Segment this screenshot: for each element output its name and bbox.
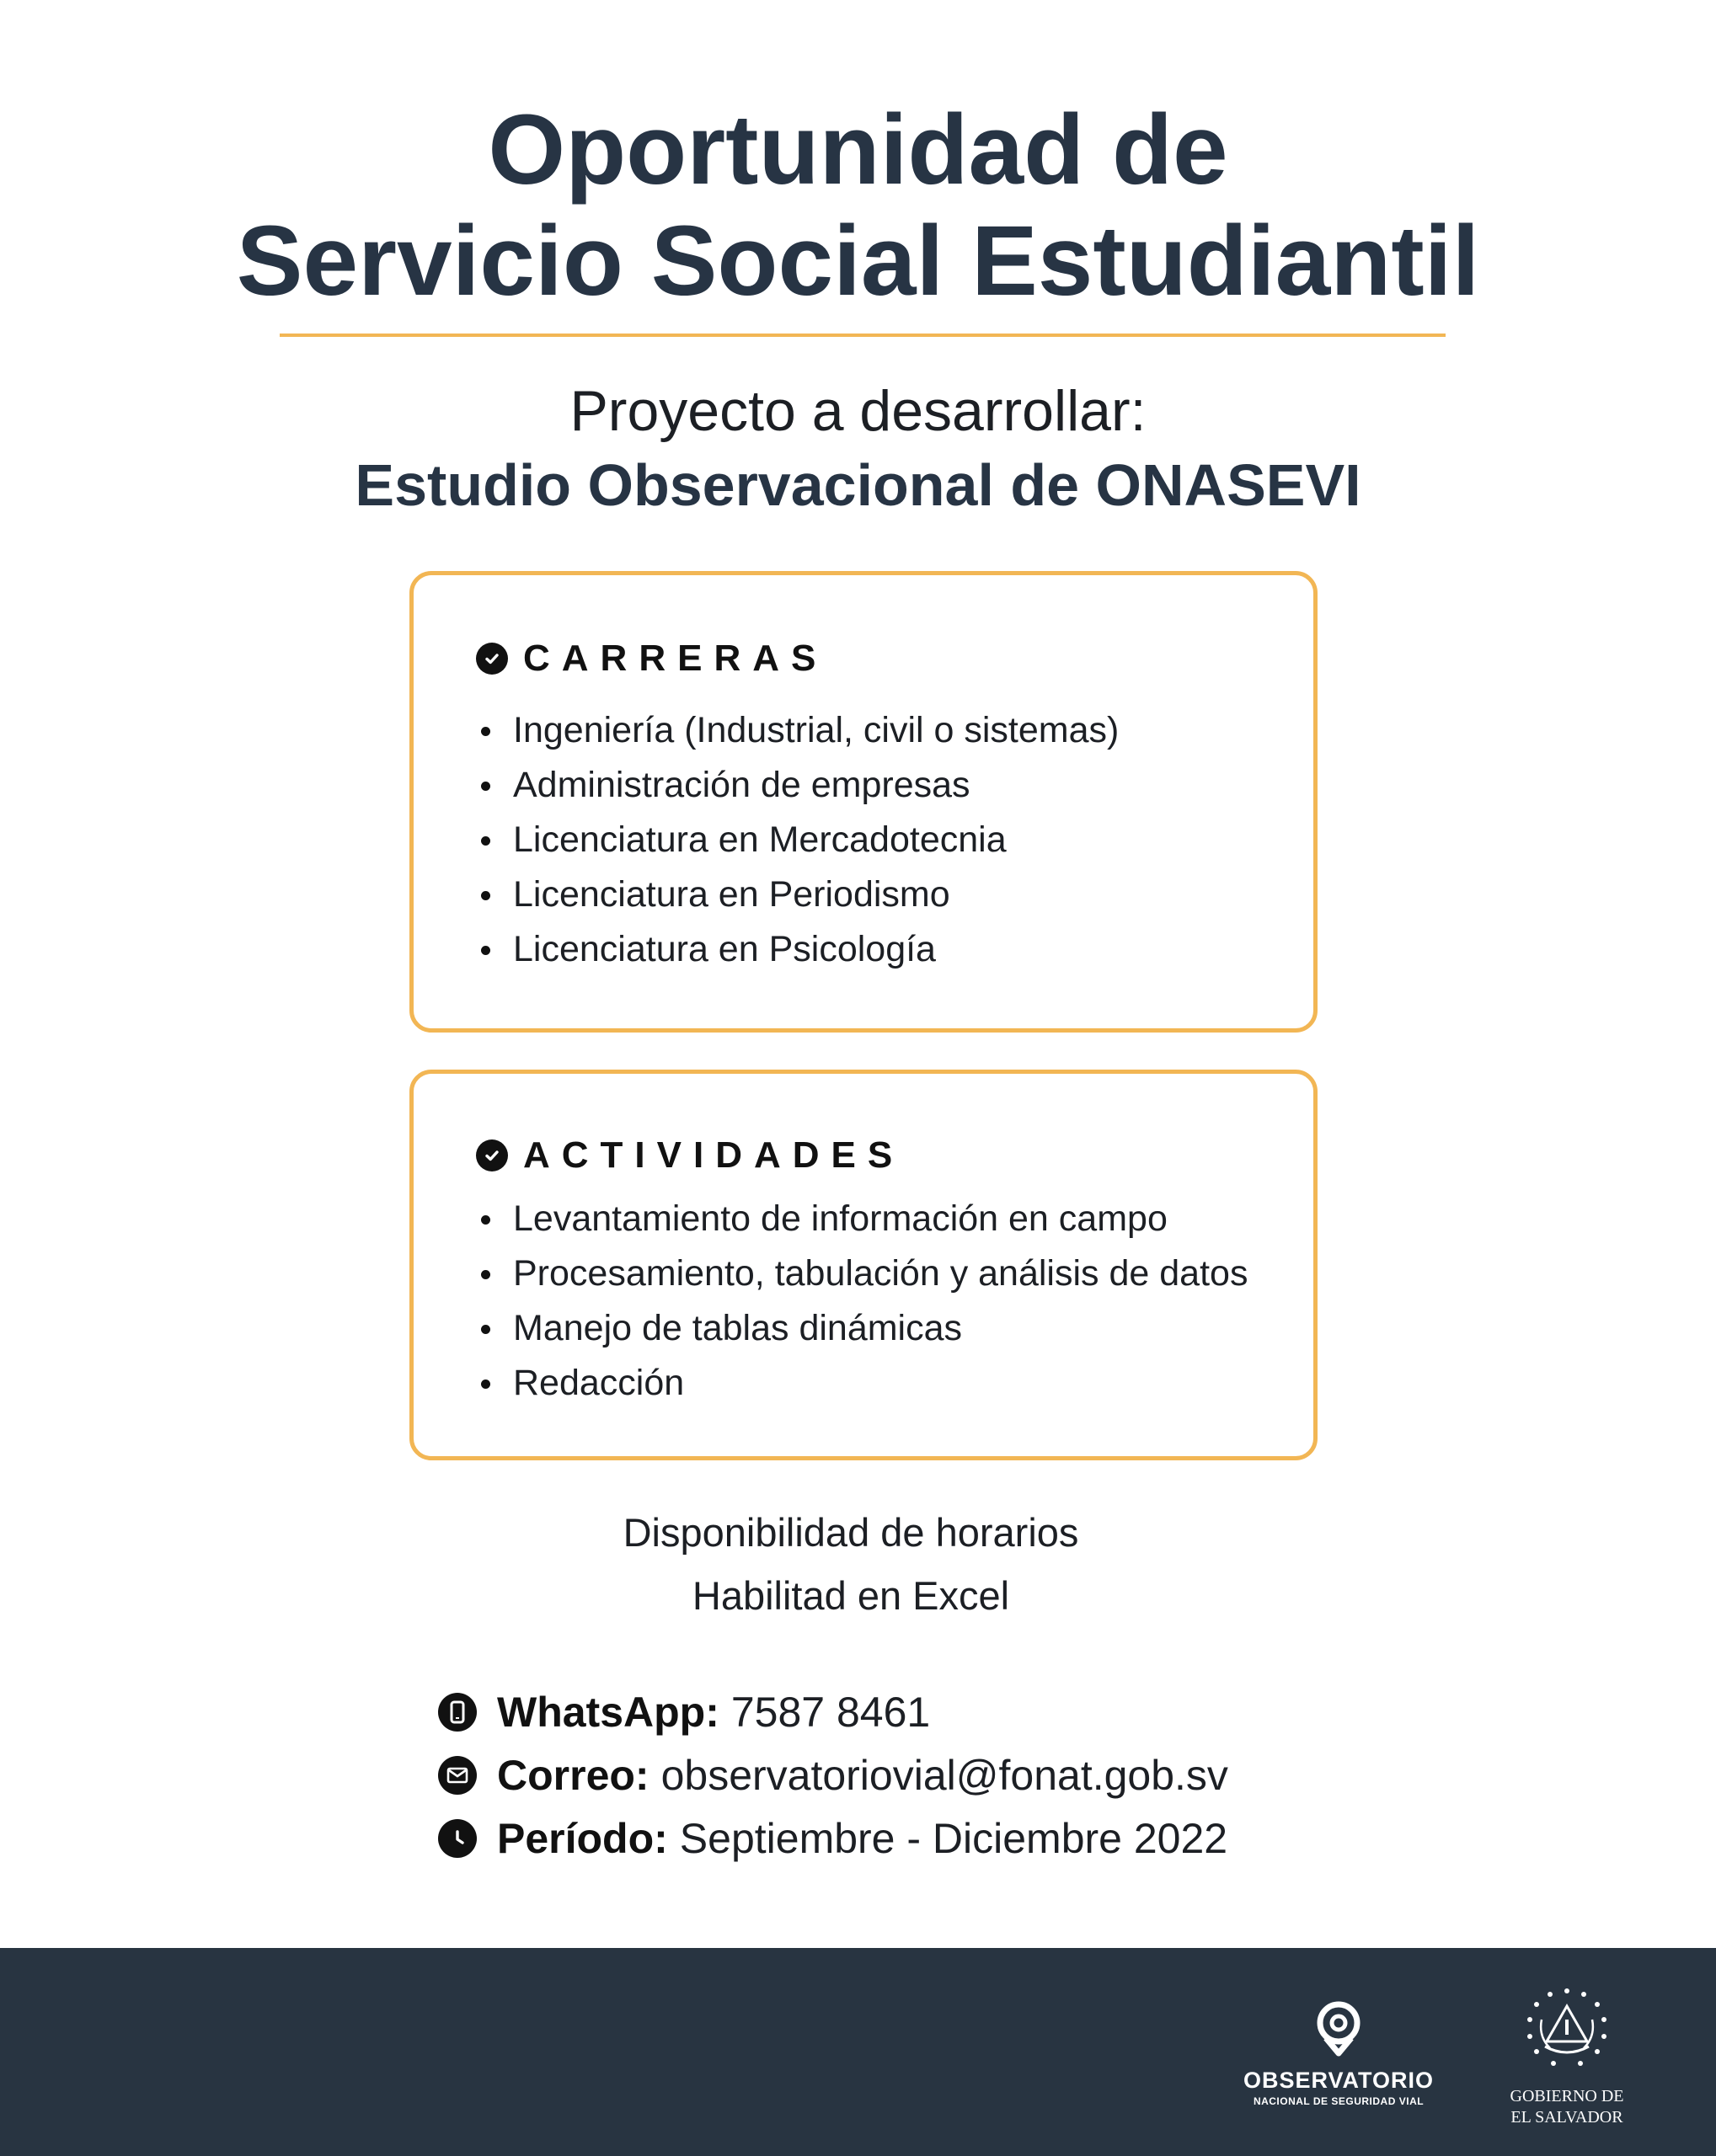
title-line-1: Oportunidad de (488, 94, 1228, 205)
title-line-2: Servicio Social Estudiantil (236, 205, 1480, 317)
activities-heading-text: ACTIVIDADES (523, 1134, 905, 1176)
contact-whatsapp (438, 1688, 930, 1737)
careers-list (476, 703, 1119, 977)
bullet-icon (481, 946, 490, 955)
bullet-icon (481, 1215, 490, 1225)
bullet-icon (481, 836, 490, 846)
bullet-icon (481, 891, 490, 900)
activities-card (409, 1070, 1318, 1460)
email-label: Correo: (497, 1752, 650, 1799)
activities-list (476, 1192, 1248, 1411)
careers-heading-text: CARRERAS (523, 638, 828, 679)
bullet-icon (481, 1380, 490, 1389)
observatorio-subtitle: NACIONAL DE SEGURIDAD VIAL (1253, 2095, 1425, 2107)
project-name: Estudio Observacional de ONASEVI (355, 452, 1361, 518)
period-value: Septiembre - Diciembre 2022 (679, 1815, 1228, 1862)
list-item: Levantamiento de información en campo (476, 1192, 1248, 1246)
page-title (0, 94, 1716, 317)
requirement-excel: Habilitad en Excel (692, 1573, 1010, 1618)
list-item: Licenciatura en Mercadotecnia (476, 813, 1119, 867)
phone-icon (438, 1693, 477, 1732)
contact-period (438, 1814, 1227, 1863)
careers-heading (476, 638, 827, 680)
requirement-schedule: Disponibilidad de horarios (623, 1510, 1079, 1555)
period-label: Período: (497, 1815, 668, 1862)
coat-of-arms-icon (1516, 1986, 1617, 2080)
list-item: Procesamiento, tabulación y análisis de datos (476, 1246, 1248, 1301)
gobierno-line-1: GOBIERNO DE (1510, 2087, 1624, 2105)
contact-email (438, 1751, 1228, 1800)
bullet-icon (481, 782, 490, 791)
gobierno-logo (1501, 1986, 1633, 2127)
email-address[interactable]: observatoriovial@fonat.gob.sv (660, 1752, 1228, 1799)
clock-icon (438, 1819, 477, 1858)
whatsapp-number[interactable]: 7587 8461 (730, 1689, 931, 1736)
mail-icon (438, 1756, 477, 1795)
list-item: Manejo de tablas dinámicas (476, 1301, 1248, 1356)
list-item: Ingeniería (Industrial, civil o sistemas) (476, 703, 1119, 758)
check-circle-icon (476, 1139, 508, 1171)
bullet-icon (481, 727, 490, 736)
whatsapp-label: WhatsApp: (497, 1689, 719, 1736)
footer-bar (0, 1948, 1716, 2156)
list-item: Administración de empresas (476, 758, 1119, 813)
check-circle-icon (476, 643, 508, 675)
title-divider (280, 334, 1446, 337)
observatorio-logo (1237, 1998, 1441, 2107)
careers-card (409, 571, 1318, 1033)
gobierno-line-2: EL SALVADOR (1510, 2108, 1623, 2127)
list-item: Redacción (476, 1356, 1248, 1411)
observatorio-name: OBSERVATORIO (1243, 2068, 1435, 2093)
bullet-icon (481, 1270, 490, 1279)
bullet-icon (481, 1325, 490, 1334)
activities-heading (476, 1134, 904, 1177)
list-item: Licenciatura en Periodismo (476, 867, 1119, 922)
list-item: Licenciatura en Psicología (476, 922, 1119, 977)
location-pin-icon (1309, 1998, 1368, 2058)
project-label: Proyecto a desarrollar: (569, 379, 1147, 443)
